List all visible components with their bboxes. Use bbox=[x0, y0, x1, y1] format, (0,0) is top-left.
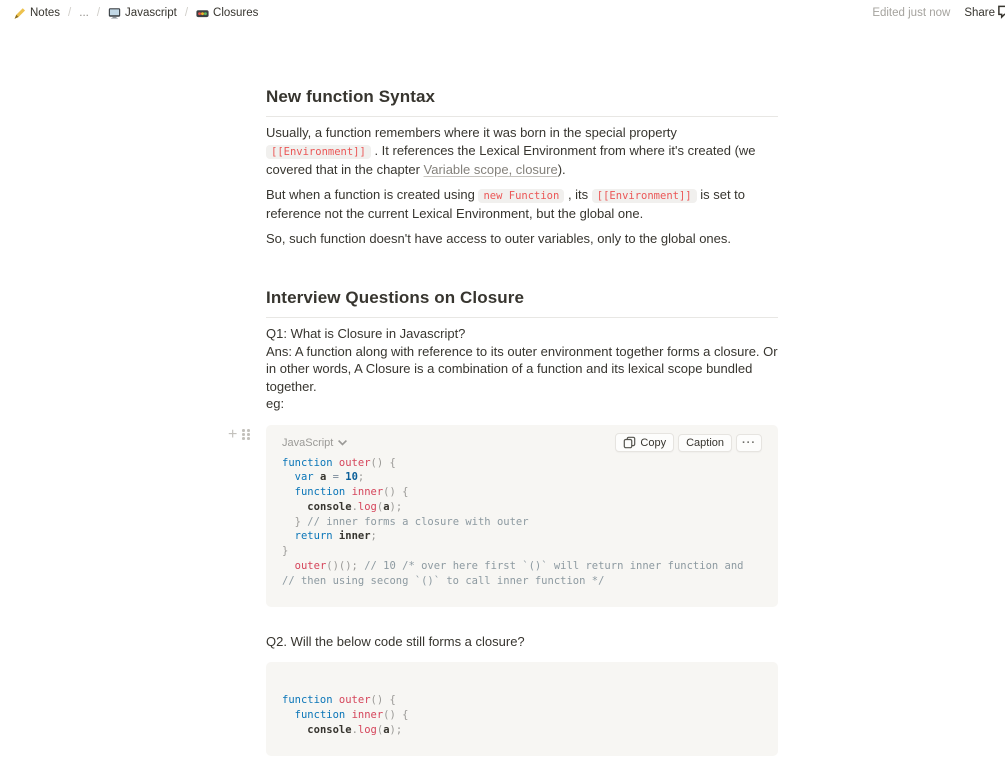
comment-icon[interactable] bbox=[997, 4, 1005, 19]
edited-status: Edited just now bbox=[872, 7, 951, 19]
breadcrumb-separator: / bbox=[184, 7, 189, 19]
copy-label: Copy bbox=[640, 436, 667, 449]
breadcrumb-label: ... bbox=[79, 7, 89, 19]
text: Ans: A function along with reference to its outer environment together forms a closure. Or in other words, A Closure is a combination of a function and its lexical scope bundled together. bbox=[266, 343, 778, 394]
share-button[interactable]: Share bbox=[964, 7, 995, 19]
code-block bbox=[266, 425, 778, 607]
code-line: function outer() { bbox=[282, 456, 396, 469]
code-line: // then using secong `()` to call inner function */ bbox=[282, 574, 605, 587]
code-content[interactable] bbox=[282, 456, 762, 589]
copy-icon bbox=[623, 436, 636, 449]
code-content[interactable] bbox=[282, 693, 762, 737]
pencil-icon bbox=[13, 7, 26, 20]
paragraph[interactable] bbox=[266, 186, 778, 223]
breadcrumb-separator: / bbox=[68, 7, 72, 19]
computer-icon bbox=[108, 7, 121, 20]
code-line: outer()(); // 10 /* over here first `()` will return inner function and bbox=[294, 560, 744, 573]
code-line: console.log(a); bbox=[307, 723, 403, 736]
language-selector[interactable] bbox=[282, 436, 349, 449]
copy-button[interactable] bbox=[615, 433, 674, 452]
text: . It references the Lexical Environment from where it's created (we covered that in the chapter bbox=[266, 142, 756, 177]
block-controls bbox=[228, 425, 250, 443]
code-actions bbox=[615, 433, 762, 452]
code-block-header bbox=[282, 433, 762, 453]
inline-code: new Function bbox=[478, 189, 564, 203]
top-bar bbox=[0, 0, 1005, 26]
text: , its bbox=[564, 186, 592, 202]
inline-code: [[Environment]] bbox=[592, 189, 697, 203]
breadcrumb bbox=[10, 6, 261, 21]
section-heading[interactable]: Interview Questions on Closure bbox=[266, 288, 525, 307]
code-line: function inner() { bbox=[294, 486, 409, 499]
chevron-down-icon bbox=[336, 436, 349, 449]
add-block-icon[interactable]: + bbox=[228, 425, 238, 443]
code-block-q2 bbox=[266, 662, 778, 755]
code-line: var a = 10; bbox=[294, 471, 365, 484]
breadcrumb-item-javascript[interactable] bbox=[105, 6, 180, 21]
language-label: JavaScript bbox=[282, 436, 334, 449]
paragraph[interactable] bbox=[266, 325, 778, 413]
text: ). bbox=[557, 162, 566, 177]
breadcrumb-item-notes[interactable] bbox=[10, 6, 63, 21]
code-line: return inner; bbox=[294, 530, 377, 543]
code-line: function outer() { bbox=[282, 694, 396, 707]
paragraph[interactable] bbox=[266, 124, 778, 179]
code-line: } bbox=[282, 545, 289, 558]
code-block bbox=[266, 662, 778, 755]
more-options-button[interactable]: ··· bbox=[736, 434, 762, 452]
code-line: } // inner forms a closure with outer bbox=[282, 515, 529, 528]
section-heading[interactable]: New function Syntax bbox=[266, 87, 436, 106]
page-content bbox=[228, 26, 778, 782]
code-block-q1 bbox=[228, 425, 778, 607]
breadcrumb-label: Javascript bbox=[125, 7, 177, 19]
breadcrumb-label: Closures bbox=[213, 7, 259, 19]
text: is set to reference not the current Lexical Environment, but the global one. bbox=[266, 186, 746, 221]
paragraph[interactable] bbox=[266, 230, 778, 248]
text: Q1: What is Closure in Javascript? bbox=[266, 326, 466, 341]
divider bbox=[266, 317, 778, 318]
paragraph[interactable] bbox=[266, 633, 778, 651]
caption-button[interactable]: Caption bbox=[678, 434, 732, 452]
drag-handle-icon[interactable] bbox=[242, 429, 250, 440]
text: But when a function is created using bbox=[266, 186, 479, 202]
inline-code: [[Environment]] bbox=[266, 145, 371, 159]
text: eg: bbox=[266, 396, 285, 411]
code-line: console.log(a); bbox=[307, 500, 403, 513]
text: So, such function doesn't have access to outer variables, only to the global ones. bbox=[266, 230, 731, 246]
breadcrumb-label: Notes bbox=[30, 7, 61, 19]
text: Q2. Will the below code still forms a closure? bbox=[266, 633, 525, 649]
page-link[interactable]: Variable scope, closure bbox=[423, 162, 558, 177]
text: Usually, a function remembers where it was born in the special property bbox=[266, 125, 677, 140]
breadcrumb-item-ellipsis[interactable] bbox=[76, 6, 92, 20]
divider bbox=[266, 116, 778, 117]
topbar-right bbox=[872, 7, 995, 19]
code-line: function inner() { bbox=[294, 708, 409, 721]
traffic-light-icon bbox=[196, 7, 209, 20]
breadcrumb-item-closures[interactable] bbox=[193, 6, 261, 21]
breadcrumb-separator: / bbox=[96, 7, 101, 19]
